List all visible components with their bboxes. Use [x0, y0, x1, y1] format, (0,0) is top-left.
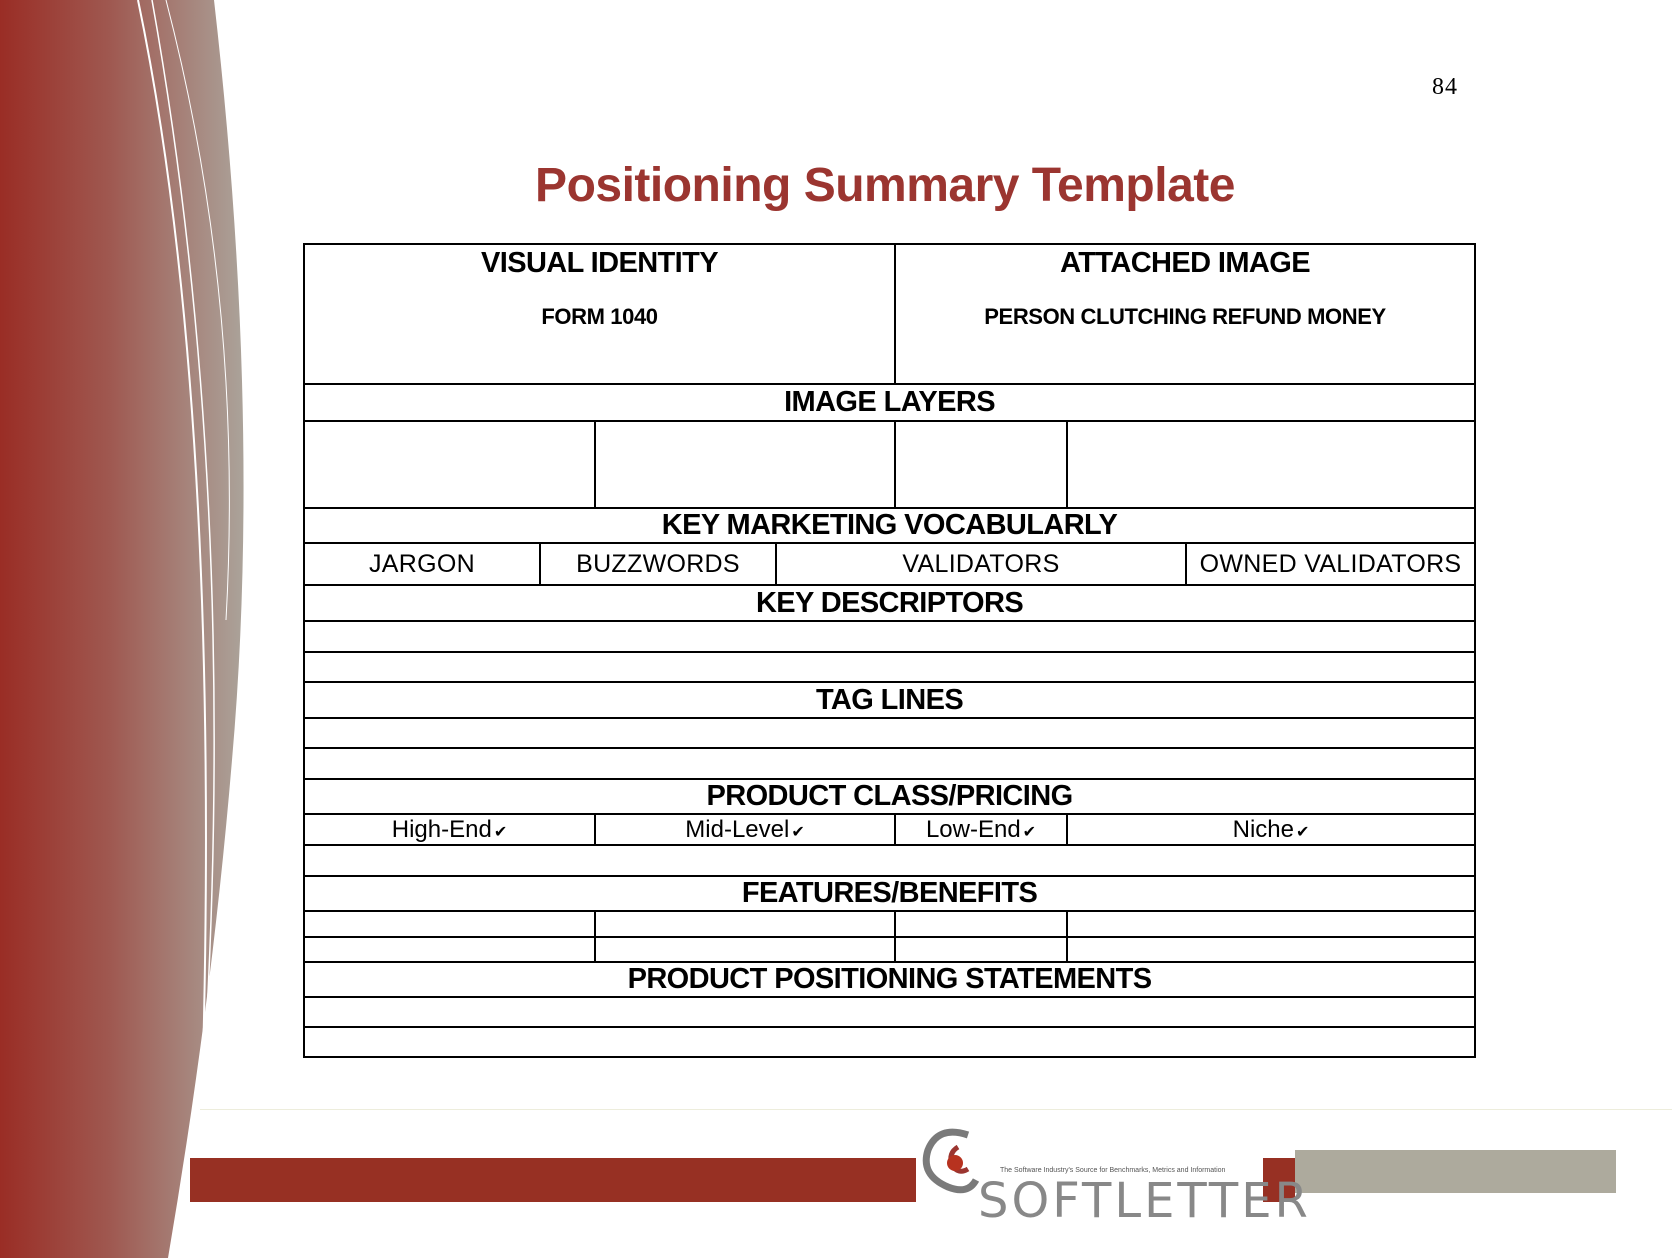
image-layers-heading: IMAGE LAYERS [304, 384, 1475, 421]
key-marketing-vocabulary-heading: KEY MARKETING VOCABULARLY [304, 508, 1475, 543]
image-layer-cell[interactable] [304, 421, 595, 508]
checkmark-icon: ✔ [1022, 823, 1037, 841]
vocabulary-validators-column: VALIDATORS [776, 543, 1186, 585]
visual-identity-cell[interactable] [304, 244, 895, 384]
image-layer-cell[interactable] [895, 421, 1067, 508]
pricing-entry-row[interactable] [304, 845, 1475, 876]
product-positioning-statements-heading: PRODUCT POSITIONING STATEMENTS [304, 962, 1475, 997]
positioning-summary-form [303, 243, 1476, 1058]
checkmark-icon: ✔ [493, 823, 508, 841]
features-benefits-cell[interactable] [304, 911, 595, 937]
features-benefits-cell[interactable] [595, 937, 895, 962]
logo-wordmark: SOFTLETTER [978, 1173, 1311, 1229]
footer-divider [200, 1109, 1672, 1110]
pricing-option-low-end[interactable] [895, 814, 1067, 845]
pricing-option-mid-level[interactable] [595, 814, 895, 845]
visual-identity-value: FORM 1040 [541, 304, 658, 329]
image-layer-cell[interactable] [1067, 421, 1475, 508]
pricing-option-label: Mid-Level [685, 815, 790, 843]
product-class-pricing-heading: PRODUCT CLASS/PRICING [304, 779, 1475, 814]
features-benefits-cell[interactable] [1067, 911, 1475, 937]
decorative-side-swoosh [0, 0, 260, 1258]
key-descriptors-entry-row[interactable] [304, 652, 1475, 682]
pricing-option-high-end[interactable] [304, 814, 595, 845]
features-benefits-cell[interactable] [895, 937, 1067, 962]
pricing-option-label: Low-End [925, 815, 1021, 843]
features-benefits-heading: FEATURES/BENEFITS [304, 876, 1475, 911]
page-number: 84 [1432, 74, 1458, 100]
pricing-option-niche[interactable] [1067, 814, 1475, 845]
footer-bar-red-left [190, 1158, 916, 1202]
footer-bar-gray-right [1295, 1150, 1616, 1193]
attached-image-heading: ATTACHED IMAGE [1060, 247, 1310, 279]
page-title: Positioning Summary Template [535, 159, 1235, 212]
key-descriptors-entry-row[interactable] [304, 621, 1475, 652]
visual-identity-heading: VISUAL IDENTITY [481, 247, 718, 279]
vocabulary-buzzwords-column: BUZZWORDS [540, 543, 776, 585]
tag-lines-entry-row[interactable] [304, 748, 1475, 779]
positioning-statement-entry-row[interactable] [304, 997, 1475, 1027]
vocabulary-jargon-column: JARGON [304, 543, 540, 585]
features-benefits-cell[interactable] [304, 937, 595, 962]
features-benefits-cell[interactable] [895, 911, 1067, 937]
image-layer-cell[interactable] [595, 421, 895, 508]
features-benefits-cell[interactable] [595, 911, 895, 937]
vocabulary-owned-validators-column: OWNED VALIDATORS [1186, 543, 1475, 585]
logo-tagline: The Software Industry's Source for Benchmarks, Metrics and Information [1000, 1167, 1226, 1174]
attached-image-cell[interactable] [895, 244, 1475, 384]
attached-image-value: PERSON CLUTCHING REFUND MONEY [984, 304, 1386, 329]
pricing-option-label: Niche [1232, 815, 1294, 843]
pricing-option-label: High-End [391, 815, 492, 843]
positioning-statement-entry-row[interactable] [304, 1027, 1475, 1057]
key-descriptors-heading: KEY DESCRIPTORS [304, 585, 1475, 621]
tag-lines-heading: TAG LINES [304, 682, 1475, 718]
tag-lines-entry-row[interactable] [304, 718, 1475, 748]
features-benefits-cell[interactable] [1067, 937, 1475, 962]
checkmark-icon: ✔ [1296, 823, 1310, 841]
checkmark-icon: ✔ [791, 823, 805, 841]
softletter-logo [918, 1125, 1311, 1229]
